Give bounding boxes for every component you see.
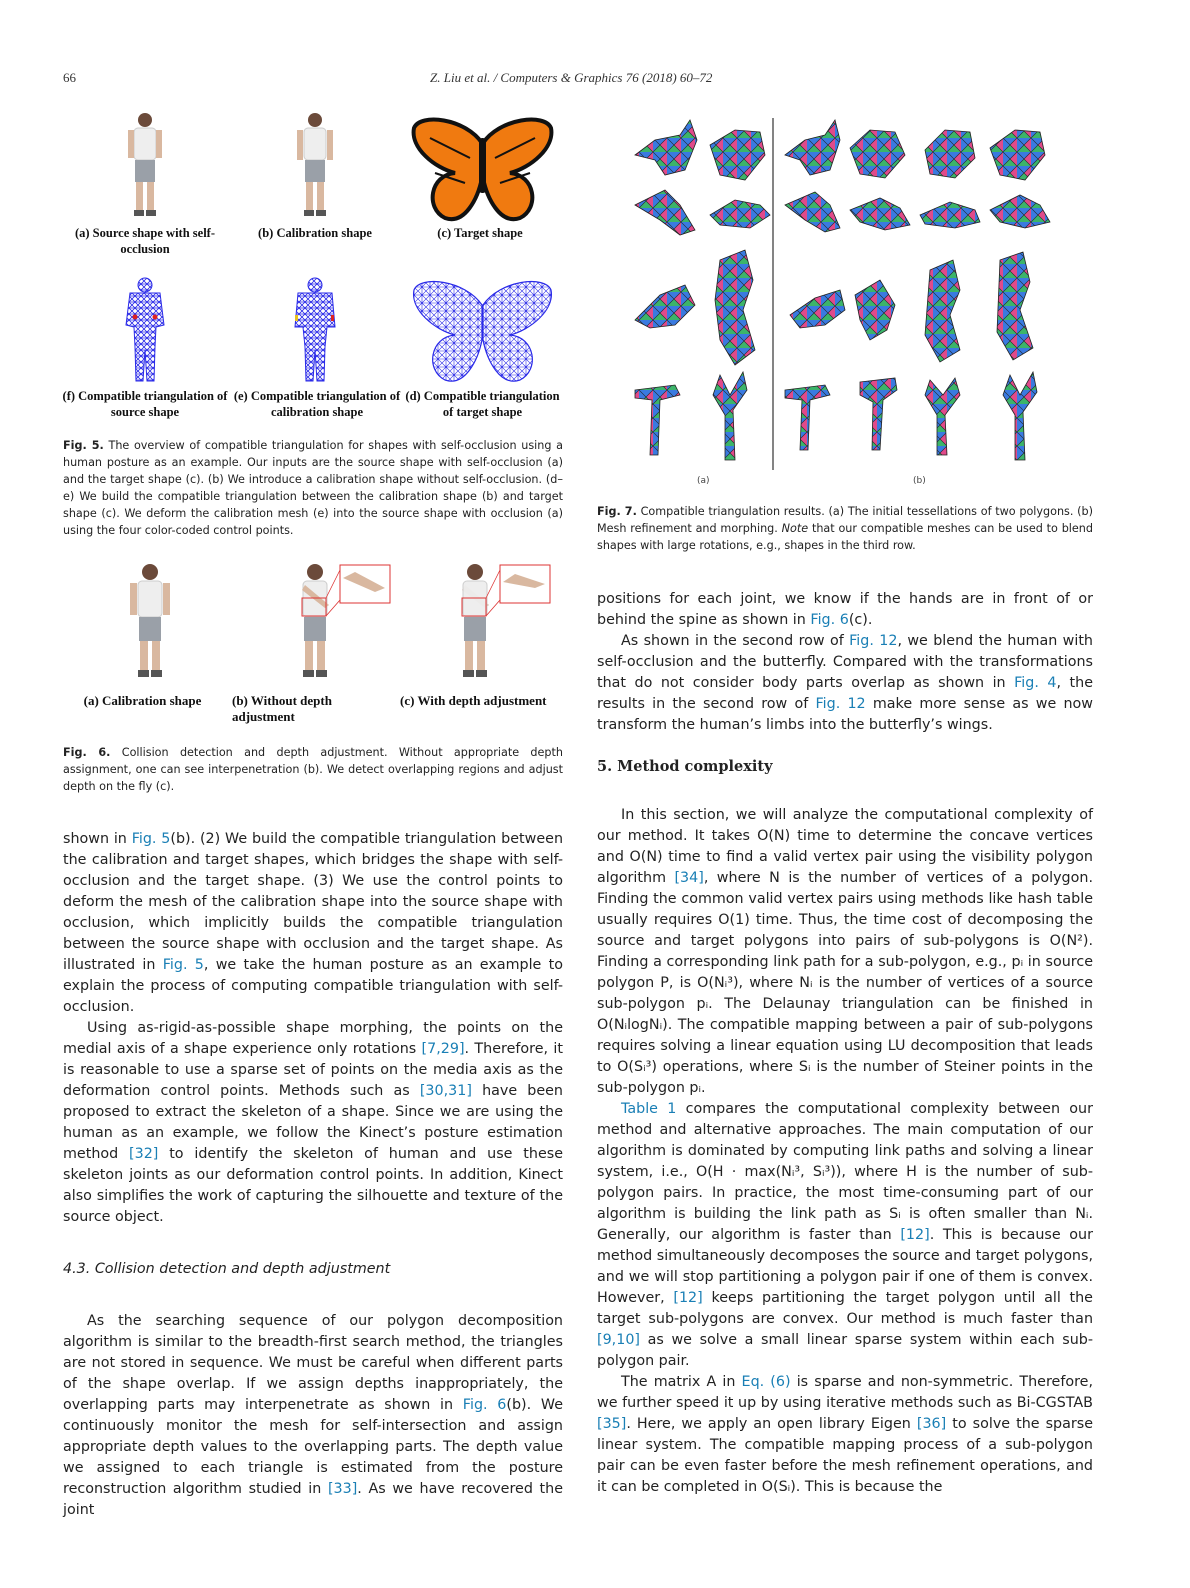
fig6-caption-text: Collision detection and depth adjustment. Without appropriate depth assignment, one can see interpenetration (b). We detect overlapping regions and adjust depth on the fly (c). <box>63 746 563 793</box>
text-run: , we take the human posture as an example to explain the process of computing compatible triangulation with self-occlusion. <box>63 957 563 1015</box>
fig6-with-depth-person <box>445 560 555 680</box>
text-run: have been proposed to extract the skeleton of a shape. Since we are using the human as an example, we follow the Kinect’s posture estimation method <box>63 1083 563 1162</box>
ref-30-31[interactable]: [30,31] <box>419 1083 472 1099</box>
fig7-caption-note: Note <box>781 522 809 535</box>
right-paragraph-5 <box>597 1372 1093 1498</box>
text-run: keeps partitioning the target polygon until all the target sub-polygons are convex. Our method is much faster than <box>597 1290 1093 1327</box>
fig5-subcaption-f: (f) Compatible triangulation of source shape <box>62 389 228 419</box>
ref-fig4[interactable]: Fig. 4 <box>1014 675 1057 691</box>
ref-7-29[interactable]: [7,29] <box>421 1041 465 1057</box>
calibration-shape-person <box>290 110 340 220</box>
right-paragraph-4 <box>597 1099 1093 1372</box>
text-run: make more sense as we now transform the human’s limbs into the butterfly’s wings. <box>597 696 1093 733</box>
right-paragraph-1 <box>597 589 1093 631</box>
fig6-caption-label: Fig. 6. <box>63 746 111 759</box>
fig7-panel-b-label: (b) <box>913 476 926 486</box>
ref-35[interactable]: [35] <box>597 1416 627 1432</box>
ref-fig6[interactable]: Fig. 6 <box>462 1397 507 1413</box>
ref-36[interactable]: [36] <box>916 1416 947 1432</box>
text-run: The matrix A in <box>621 1374 742 1390</box>
fig5-subcaption-c: (c) Target shape <box>437 226 523 240</box>
running-header: Z. Liu et al. / Computers & Graphics 76 (2018) 60–72 <box>430 70 713 85</box>
ref-12[interactable]: [12] <box>900 1227 930 1243</box>
section-heading: 5. Method complexity <box>597 758 773 775</box>
text-run: As shown in the second row of <box>621 633 850 649</box>
left-paragraph-2 <box>63 1018 563 1228</box>
calibration-mesh-person <box>290 275 340 385</box>
text-run: shown in <box>63 831 132 847</box>
source-shape-person <box>120 110 170 220</box>
fig7-caption-post: that our compatible meshes can be used to blend shapes with large rotations, e.g., shapes in the third row. <box>597 522 1093 552</box>
fig6-subcaption-c: (c) With depth adjustment <box>400 693 547 708</box>
text-run: (b). We continuously monitor the mesh for self-intersection and assign appropriate depth values to the overlapping parts. The depth value we assigned to each triangle is estimated from the posture reconstruction algorithm studied in <box>63 1397 563 1497</box>
fig5-subcaption-b: (b) Calibration shape <box>258 226 372 240</box>
ref-fig6[interactable]: Fig. 6 <box>810 612 849 628</box>
left-paragraph-1 <box>63 829 563 1018</box>
left-column-body <box>63 829 563 1521</box>
text-run: (b). (2) We build the compatible triangulation between the calibration and target shapes, which bridges the shape with self-occlusion and the target shape. (3) We use the control points to deform the mesh of the calibration shape into the source shape with occlusion, which implicitly builds the compatible triangulation between the source shape with occlusion and the target shape. As illustrated in <box>63 831 564 973</box>
fig5-subcaption-e: (e) Compatible triangulation of calibration shape <box>233 389 401 419</box>
ref-32[interactable]: [32] <box>129 1146 159 1162</box>
text-run: In this section, we will analyze the computational complexity of our method. It takes O(N) time to determine the concave vertices and O(N) time to find a valid vertex pair using the visibility polygon algorithm <box>597 807 1093 886</box>
text-run: . This is because our method simultaneously decomposes the source and target polygons, and we will stop partitioning a polygon pair if one of them is convex. However, <box>597 1227 1093 1306</box>
text-run: positions for each joint, we know if the hands are in front of or behind the spine as shown in <box>597 591 1093 628</box>
left-paragraph-3 <box>63 1311 563 1521</box>
source-mesh-person <box>120 275 170 385</box>
target-mesh-butterfly <box>410 275 555 385</box>
target-shape-butterfly <box>410 113 555 228</box>
ref-fig12[interactable]: Fig. 12 <box>815 696 866 712</box>
fig7-caption-pre: Compatible triangulation results. (a) The initial tessellations of two polygons. (b) Mesh refinement and morphing. <box>597 505 1093 535</box>
ref-eq6[interactable]: Eq. (6) <box>741 1374 791 1390</box>
text-run: , we blend the human with self-occlusion and the butterfly. Compared with the transformations that do not consider body parts overlap as shown in <box>597 633 1093 691</box>
text-run: As the searching sequence of our polygon decomposition algorithm is similar to the breadth-first search method, the triangles are not stored in sequence. We must be careful when different parts of the shape overlap. If we assign depths inappropriately, the overlapping parts may interpenetrate as shown in <box>63 1313 563 1413</box>
text-run: , where N is the number of vertices of a polygon. Finding the common valid vertex pairs using methods like hash table usually requires O(1) time. Thus, the time cost of decomposing the source and target polygons into pairs of sub-polygons is O(N²). Finding a corresponding link path for a sub-polygon, e.g., pᵢ in source polygon P, is O(Nᵢ³), where Nᵢ is the number of vertices of a source sub-polygon pᵢ. The Delaunay triangulation can be finished in O(NᵢlogNᵢ). The compatible mapping between a pair of sub-polygons requires solving a linear equation using LU decomposition that leads to O(Sᵢ³) operations, where Sᵢ is the number of Steiner points in the sub-polygon pᵢ. <box>597 870 1093 1096</box>
fig6-caption <box>63 744 563 795</box>
text-run: as we solve a small linear sparse system within each sub-polygon pair. <box>597 1332 1093 1369</box>
right-paragraph-3 <box>597 805 1093 1099</box>
ref-34[interactable]: [34] <box>674 870 704 886</box>
ref-12[interactable]: [12] <box>673 1290 703 1306</box>
fig5-caption-text: The overview of compatible triangulation for shapes with self-occlusion using a human posture as an example. Our inputs are the source shape with self-occlusion (a) and the target shape (c). (b) We introduce a calibration shape without self-occlusion. (d–e) We build the compatible triangulation between the calibration shape (b) and target shape (c). We deform the calibration mesh (e) into the source shape with occlusion (a) using the four color-coded control points. <box>63 439 563 537</box>
right-column-body <box>597 589 1093 1498</box>
fig6-without-depth-person <box>285 560 395 680</box>
fig6-calibration-person <box>120 560 180 680</box>
fig5-subcaption-d: (d) Compatible triangulation of target shape <box>405 389 560 419</box>
fig7-caption-label: Fig. 7. <box>597 505 637 518</box>
text-run: , the results in the second row of <box>597 675 1094 712</box>
ref-9-10[interactable]: [9,10] <box>597 1332 640 1348</box>
ref-fig12[interactable]: Fig. 12 <box>849 633 898 649</box>
text-run: compares the computational complexity between our method and alternative approaches. The main computation of our algorithm is dominated by computing link paths and solving a linear system, i.e., O(H · max(Nᵢ³, Sᵢ³)), where H is the number of sub-polygon pairs. In practice, the most time-consuming part of our algorithm is building the link path as Sᵢ is often smaller than Nᵢ. Generally, our algorithm is faster than <box>597 1101 1093 1243</box>
fig5-subcaption-a: (a) Source shape with self-occlusion <box>74 226 216 256</box>
right-paragraph-2 <box>597 631 1093 736</box>
ref-fig5[interactable]: Fig. 5 <box>131 831 171 847</box>
fig6-subcaption-b: (b) Without depth adjustment <box>232 693 332 724</box>
fig6-subcaption-a: (a) Calibration shape <box>83 693 202 708</box>
fig5-caption-label: Fig. 5. <box>63 439 104 452</box>
ref-fig5[interactable]: Fig. 5 <box>162 957 204 973</box>
text-run: . Therefore, it is reasonable to use a sparse set of points on the media axis as the deformation control points. Methods such as <box>63 1041 563 1099</box>
text-run: (c). <box>848 612 873 628</box>
figure-6 <box>60 555 570 735</box>
text-run: . As we have recovered the joint <box>63 1481 564 1518</box>
ref-33[interactable]: [33] <box>327 1481 358 1497</box>
text-run: to solve the sparse linear system. The compatible mapping process of a sub-polygon pair can be even faster before the mesh refinement operations, and it can be completed in O(Sᵢ). This is because the <box>597 1416 1094 1495</box>
fig7-caption <box>597 503 1093 554</box>
ref-table1[interactable]: Table 1 <box>621 1101 677 1117</box>
fig7-mesh-grid <box>625 110 1095 490</box>
text-run: to identify the skeleton of human and use these skeleton joints as our deformation control points. In addition, Kinect also simplifies the work of capturing the silhouette and texture of the source object. <box>63 1146 563 1225</box>
fig5-caption <box>63 437 563 539</box>
subsection-heading: 4.3. Collision detection and depth adjustment <box>63 1261 391 1277</box>
text-run: is sparse and non-symmetric. Therefore, we further speed it up by using iterative methods such as Bi-CGSTAB <box>597 1374 1094 1411</box>
figure-7 <box>625 110 1095 490</box>
figure-5 <box>60 105 570 430</box>
text-run: Using as-rigid-as-possible shape morphing, the points on the medial axis of a shape experience only rotations <box>63 1020 563 1057</box>
page-number: 66 <box>63 70 76 85</box>
text-run: . Here, we apply an open library Eigen <box>626 1416 917 1432</box>
fig7-panel-a-label: (a) <box>697 476 710 486</box>
